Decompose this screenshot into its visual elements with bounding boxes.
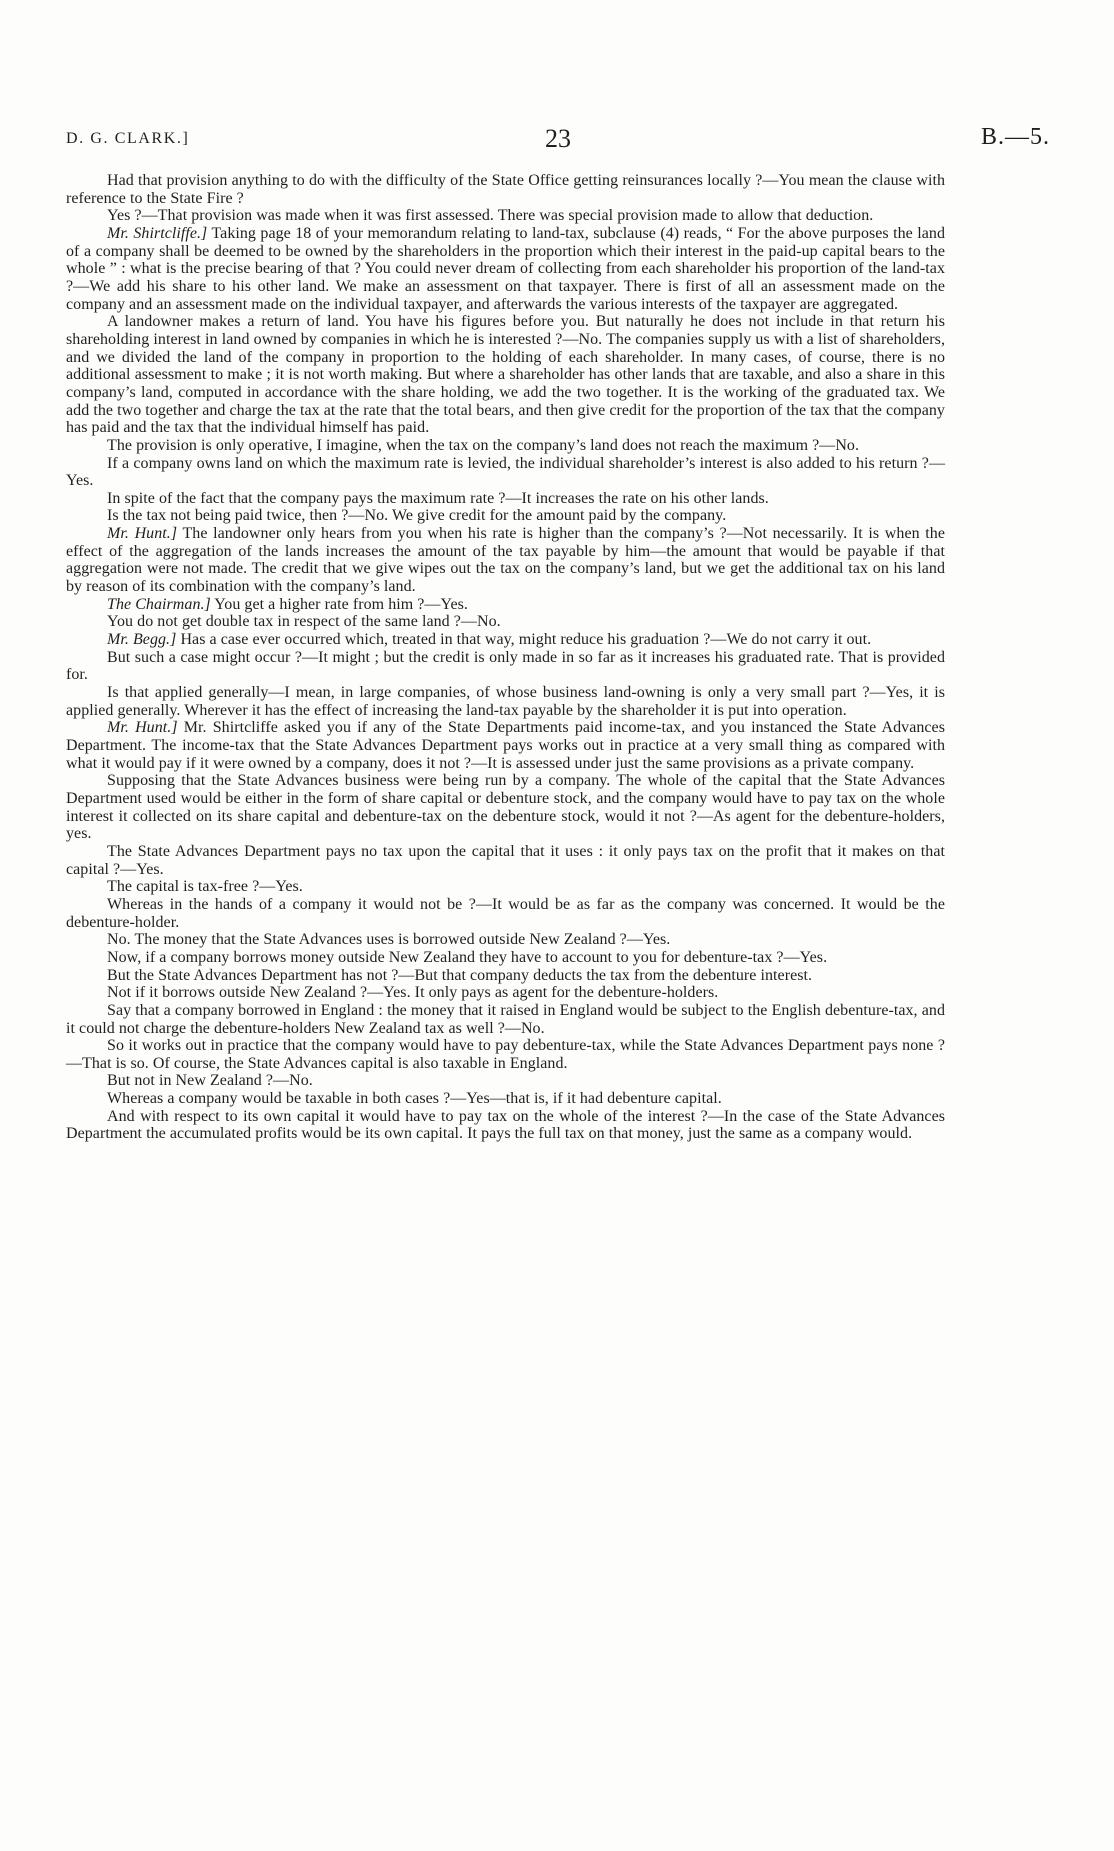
paragraph — [66, 455, 945, 490]
paragraph-text: If a company owns land on which the maximum rate is levied, the individual shareholder’s interest is also added to his return ?—Yes. — [66, 454, 945, 490]
paragraph-text: Mr. Shirtcliffe asked you if any of the State Departments paid income-tax, and you instanced the State Advances Department. The income-tax that the State Advances Department pays works out in practice at a very small thing as compared with what it would pay if it were owned by a company, does it not ?—It is assessed under just the same provisions as a private company. — [66, 719, 945, 772]
paragraph — [66, 1072, 945, 1090]
paragraph — [66, 613, 945, 631]
paragraph-text: So it works out in practice that the company would have to pay debenture-tax, while the State Advances Department pays none ?—That is so. Of course, the State Advances capital is also taxable in England. — [66, 1037, 945, 1072]
paragraph — [66, 507, 945, 525]
page-header — [66, 124, 1050, 158]
document-reference: B.—5. — [980, 124, 1050, 150]
paragraph — [66, 225, 945, 313]
paragraph — [66, 631, 945, 649]
paragraph-text: Not if it borrows outside New Zealand ?—Yes. It only pays as agent for the debenture-holders. — [107, 984, 719, 1002]
paragraph-text: Has a case ever occurred which, treated in that way, might reduce his graduation ?—We do not carry it out. — [176, 631, 872, 649]
speaker: Mr. Hunt.] — [107, 525, 178, 543]
paragraph-text: Had that provision anything to do with the difficulty of the State Office getting reinsurances locally ?—You mean the clause with reference to the State Fire ? — [66, 172, 945, 207]
paragraph — [66, 1037, 945, 1072]
page-body — [66, 172, 945, 1143]
paragraph-text: You get a higher rate from him ?—Yes. — [210, 595, 468, 613]
paragraph — [66, 684, 945, 719]
paragraph — [66, 313, 945, 437]
paragraph-text: The capital is tax-free ?—Yes. — [107, 878, 303, 896]
paragraph — [66, 931, 945, 949]
speaker: Mr. Begg.] — [107, 631, 177, 649]
speaker: The Chairman.] — [107, 595, 211, 613]
paragraph-text: But such a case might occur ?—It might ; but the credit is only made in so far as it increases his graduated rate. That is provided for. — [66, 648, 945, 684]
paragraph-text: A landowner makes a return of land. You have his figures before you. But naturally he does not include in that return his shareholding interest in land owned by companies in which he is interested ?—No. The companies supply us with a list of shareholders, and we divided the land of the company in proportion to the holding of each shareholder. In many cases, of course, there is no additional assessment to make ; it is not worth making. But where a shareholder has other lands that are taxable, and also a share in this company’s land, computed in accordance with the share holding, we add the two together. It is the working of the graduated tax. We add the two together and charge the tax at the rate that the total bears, and then give credit for the proportion of the tax that the company has paid and the tax that the individual himself has paid. — [66, 313, 945, 437]
paragraph — [66, 1108, 945, 1143]
paragraph-text: The State Advances Department pays no tax upon the capital that it uses : it only pays tax on the profit that it makes on that capital ?—Yes. — [66, 842, 945, 878]
speaker: Mr. Shirtcliffe.] — [107, 224, 208, 242]
paragraph — [66, 984, 945, 1002]
paragraph-text: But the State Advances Department has not ?—But that company deducts the tax from the debenture interest. — [107, 966, 813, 984]
paragraph — [66, 490, 945, 508]
paragraph — [66, 1090, 945, 1108]
paragraph — [66, 172, 945, 207]
speaker: Mr. Hunt.] — [107, 719, 178, 737]
paragraph — [66, 878, 945, 896]
paragraph-text: Taking page 18 of your memorandum relating to land-tax, subclause (4) reads, “ For the above purposes the land of a company shall be deemed to be owned by the shareholders in the proportion which their interest in the paid-up capital bears to the whole ” : what is the precise bearing of that ? You could never dream of collecting from each shareholder his proportion of the land-tax ?—We add his share to his other land. We make an assessment on that taxpayer. There is first of all an assessment made on the company and an assessment made on the individual taxpayer, and afterwards the various interests of the taxpayer are aggregated. — [66, 224, 945, 313]
paragraph — [66, 949, 945, 967]
paragraph-text: And with respect to its own capital it would have to pay tax on the whole of the interest ?—In the case of the State Advances Department the accumulated profits would be its own capital. It pays the full tax on that money, just the same as a company would. — [66, 1107, 945, 1143]
paragraph — [66, 437, 945, 455]
paragraph-text: Supposing that the State Advances business were being run by a company. The whole of the capital that the State Advances Department used would be either in the form of share capital or debenture stock, and the company would have to pay tax on the whole interest it collected on its share capital and debenture-tax on the debenture stock, would it not ?—As agent for the debenture-holders, yes. — [66, 772, 945, 843]
paragraph-text: You do not get double tax in respect of the same land ?—No. — [107, 613, 501, 631]
paragraph — [66, 719, 945, 772]
paragraph — [66, 525, 945, 596]
paragraph-text: Now, if a company borrows money outside New Zealand they have to account to you for debenture-tax ?—Yes. — [107, 948, 828, 966]
paragraph-text: Is the tax not being paid twice, then ?—No. We give credit for the amount paid by the company. — [107, 507, 727, 525]
paragraph — [66, 596, 945, 614]
paragraph-text: Is that applied generally—I mean, in large companies, of whose business land-owning is only a very small part ?—Yes, it is applied generally. Wherever it has the effect of increasing the land-tax payable by the shareholder it is put into operation. — [66, 684, 945, 719]
paragraph-text: The landowner only hears from you when his rate is higher than the company’s ?—Not necessarily. It is when the effect of the aggregation of the lands increases the amount of the tax payable by him—the amount that would be payable if that aggregation were not made. The credit that we give wipes out the tax on the company’s land, but we get the additional tax on his land by reason of its combination with the company’s land. — [66, 525, 945, 596]
paragraph — [66, 1002, 945, 1037]
header-author: D. G. CLARK.] — [66, 130, 190, 147]
paragraph-text: Yes ?—That provision was made when it was first assessed. There was special provision made to allow that deduction. — [107, 207, 874, 225]
paragraph — [66, 896, 945, 931]
paragraph-text: But not in New Zealand ?—No. — [107, 1072, 313, 1090]
paragraph-text: Whereas a company would be taxable in both cases ?—Yes—that is, if it had debenture capital. — [107, 1090, 722, 1108]
paragraph-text: Whereas in the hands of a company it would not be ?—It would be as far as the company was concerned. It would be the debenture-holder. — [66, 895, 945, 931]
paragraph-text: The provision is only operative, I imagine, when the tax on the company’s land does not reach the maximum ?—No. — [107, 436, 860, 454]
paragraph — [66, 843, 945, 878]
paragraph — [66, 649, 945, 684]
paragraph-text: No. The money that the State Advances uses is borrowed outside New Zealand ?—Yes. — [107, 931, 671, 949]
paragraph-text: Say that a company borrowed in England : the money that it raised in England would be subject to the English debenture-tax, and it could not charge the debenture-holders New Zealand tax as well ?—No. — [66, 1001, 945, 1037]
paragraph — [66, 967, 945, 985]
paragraph — [66, 772, 945, 843]
page-number: 23 — [545, 124, 571, 153]
paragraph-text: In spite of the fact that the company pays the maximum rate ?—It increases the rate on his other lands. — [107, 489, 769, 507]
paragraph — [66, 207, 945, 225]
